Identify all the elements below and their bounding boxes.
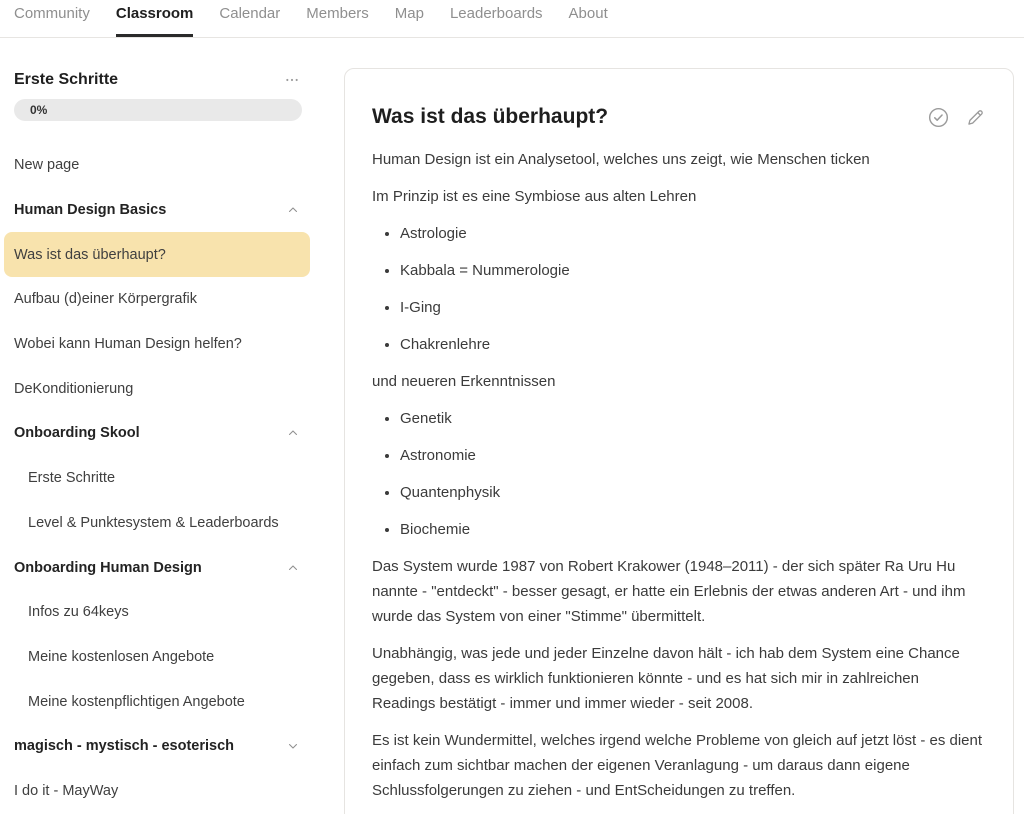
- nav-tab-calendar[interactable]: Calendar: [219, 5, 281, 22]
- chevron-up-icon: [286, 426, 300, 440]
- sidebar-item-label: Onboarding Human Design: [14, 559, 202, 576]
- sidebar-item-label: I do it - MayWay: [14, 782, 119, 799]
- sidebar-item-label: Meine kostenlosen Angebote: [28, 648, 215, 665]
- chevron-down-icon: [286, 739, 300, 753]
- lesson-paragraph: Das System wurde 1987 von Robert Krakower (1948–2011) - der sich später Ra Uru Hu nannte - "entdeckt" - besser gesagt, er hatte ein Erlebnis der etwas anderen Art - und ihm wurde das System von einer "Stimme" übermittelt.: [372, 558, 966, 625]
- lesson-bullet-item: • Kabbala = Nummerologie: [400, 258, 986, 283]
- lesson-bullet-item: • Astrologie: [400, 221, 986, 246]
- sidebar: [0, 38, 330, 814]
- check-circle-icon[interactable]: [927, 106, 950, 129]
- sidebar-item-label: magisch - mystisch - esoterisch: [14, 738, 234, 755]
- lesson-actions: [927, 106, 986, 129]
- sidebar-section[interactable]: [4, 411, 310, 456]
- page-title: Was ist das überhaupt?: [372, 105, 609, 128]
- nav-tab-about[interactable]: About: [568, 5, 608, 22]
- lesson-paragraph: Unabhängig, was jede und jeder Einzelne davon hält - ich hab dem System eine Chance gegeben, dass es wirklich funktionieren könnte - und es hat sich mir in zahlreichen Readings bestätigt - immer und immer wieder - seit 2008.: [372, 645, 960, 712]
- lesson-header: [372, 105, 986, 129]
- lesson-paragraph: Es ist kein Wundermittel, welches irgend welche Probleme von gleich auf jetzt löst - es dient einfach zum sichtbar machen der eigenen Veranlagung - um daraus dann eigene Schlussfolgerungen zu ziehen - und EntScheidungen zu treffen.: [372, 732, 983, 799]
- chevron-up-icon: [286, 203, 300, 217]
- nav-tab-leaderboards[interactable]: Leaderboards: [449, 5, 543, 22]
- sidebar-section[interactable]: [4, 188, 310, 233]
- sidebar-item-label: DeKonditionierung: [14, 380, 134, 397]
- lesson-paragraph: und neueren Erkenntnissen: [372, 373, 556, 390]
- lesson-bullet-list: [372, 406, 986, 542]
- nav-tab-classroom[interactable]: Classroom: [116, 0, 194, 37]
- sidebar-item-label: Erste Schritte: [28, 470, 116, 487]
- sidebar-item[interactable]: [4, 322, 310, 367]
- lesson-content: [372, 147, 986, 803]
- sidebar-page-list: [4, 143, 310, 813]
- ellipsis-icon[interactable]: [284, 72, 300, 88]
- sidebar-item[interactable]: [4, 366, 310, 411]
- lesson-card: [344, 68, 1014, 814]
- nav-tab-members[interactable]: Members: [306, 5, 369, 22]
- sidebar-header: [4, 66, 310, 94]
- sidebar-item[interactable]: [4, 456, 310, 501]
- lesson-bullet-item: • Chakrenlehre: [400, 332, 986, 357]
- page-body: [0, 38, 1024, 814]
- lesson-bullet-item: • I-Ging: [400, 295, 986, 320]
- sidebar-item[interactable]: [4, 277, 310, 322]
- nav-tab-community[interactable]: Community: [14, 5, 90, 22]
- sidebar-section[interactable]: [4, 724, 310, 769]
- lesson-bullet-item: • Quantenphysik: [400, 480, 986, 505]
- sidebar-item-label: Wobei kann Human Design helfen?: [14, 336, 242, 353]
- sidebar-item[interactable]: [4, 590, 310, 635]
- main-area: [330, 38, 1024, 814]
- lesson-bullet-item: • Genetik: [400, 406, 986, 431]
- lesson-paragraph: Im Prinzip ist es eine Symbiose aus alten Lehren: [372, 188, 697, 205]
- lesson-bullet-item: • Astronomie: [400, 443, 986, 468]
- sidebar-section[interactable]: [4, 545, 310, 590]
- course-title: Erste Schritte: [14, 71, 119, 88]
- sidebar-item[interactable]: [4, 501, 310, 546]
- lesson-bullet-list: [372, 221, 986, 357]
- chevron-up-icon: [286, 561, 300, 575]
- top-nav: [0, 0, 1024, 38]
- sidebar-item-label: Level & Punktesystem & Leaderboards: [28, 514, 279, 531]
- nav-tab-map[interactable]: Map: [394, 5, 424, 22]
- sidebar-item[interactable]: [4, 143, 310, 188]
- sidebar-item-label: Onboarding Skool: [14, 425, 140, 442]
- sidebar-item[interactable]: [4, 679, 310, 724]
- lesson-bullet-item: • Biochemie: [400, 517, 986, 542]
- sidebar-item[interactable]: [4, 635, 310, 680]
- course-progress-bar: [14, 99, 302, 121]
- lesson-paragraph: Human Design ist ein Analysetool, welches uns zeigt, wie Menschen ticken: [372, 151, 870, 168]
- sidebar-item-label: Human Design Basics: [14, 202, 167, 219]
- sidebar-item[interactable]: [4, 232, 310, 277]
- sidebar-item-label: Infos zu 64keys: [28, 604, 129, 621]
- progress-percent: 0%: [30, 103, 48, 117]
- edit-pencil-icon[interactable]: [965, 107, 986, 128]
- sidebar-item-label: New page: [14, 157, 80, 174]
- sidebar-item-label: Was ist das überhaupt?: [14, 246, 166, 263]
- sidebar-item-label: Aufbau (d)einer Körpergrafik: [14, 291, 197, 308]
- sidebar-item-label: Meine kostenpflichtigen Angebote: [28, 693, 245, 710]
- sidebar-item[interactable]: [4, 769, 310, 814]
